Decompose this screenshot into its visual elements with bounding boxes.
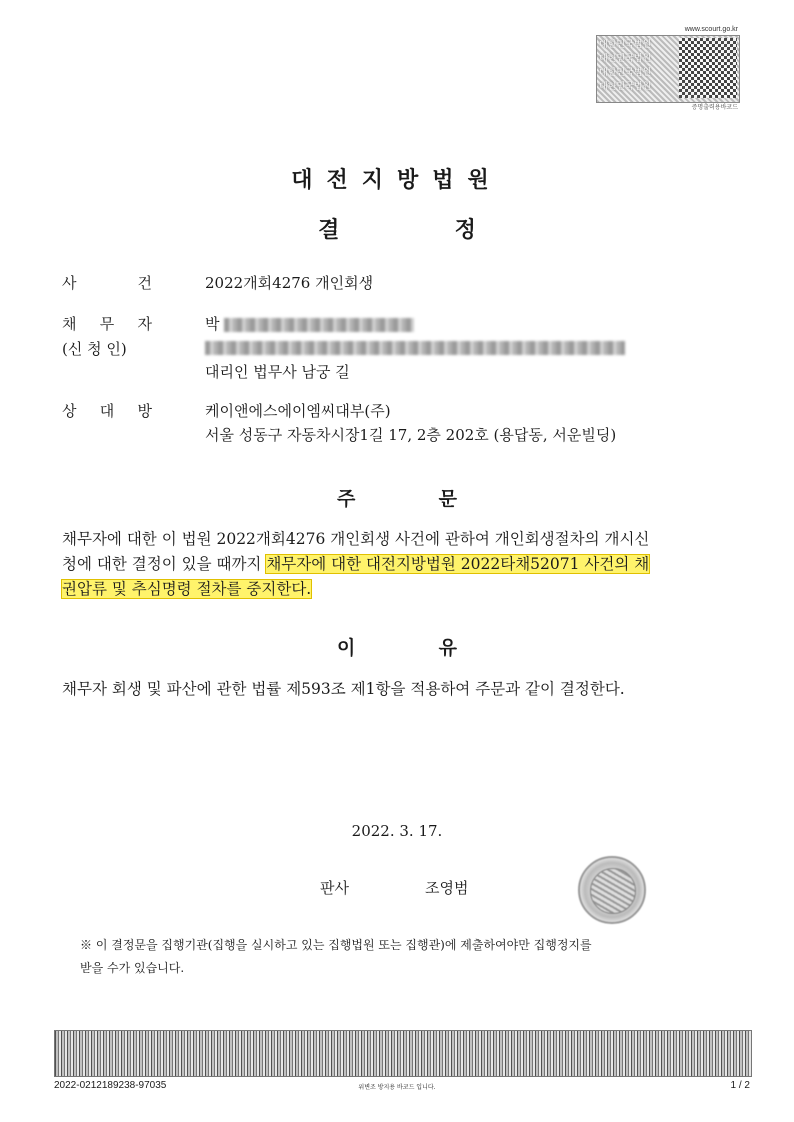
debtor-label-char: 채 [62, 315, 77, 333]
document-title [0, 213, 794, 244]
order-highlight: 권압류 및 추심명령 절차를 중지한다. [62, 580, 312, 598]
redacted-address [205, 341, 625, 355]
case-label-char: 건 [137, 274, 152, 292]
debtor-name-visible: 박 [205, 315, 220, 333]
order-line-2 [62, 552, 734, 577]
case-label [62, 272, 152, 293]
court-name: 대전지방법원 [291, 167, 503, 193]
barcode-court-text: 대한민국법원 [599, 40, 652, 50]
debtor-label-char: 무 [99, 315, 115, 333]
barcode-court-text: 대한민국법원 [599, 54, 652, 64]
applicant-label: (신 청 인) [62, 340, 127, 358]
judge-label: 판사 [320, 879, 349, 897]
order-title-right: 문 [438, 488, 457, 510]
opponent-label-char: 방 [137, 402, 152, 420]
order-line-2-plain: 청에 대한 결정이 있을 때까지 [62, 555, 267, 573]
order-highlight: 채무자에 대한 대전지방법원 2022타채52071 사건의 채 [266, 555, 650, 573]
opponent-address: 서울 성동구 자동차시장1길 17, 2층 202호 (용답동, 서운빌딩) [205, 426, 617, 444]
order-title [0, 484, 794, 511]
opponent-label [62, 400, 152, 421]
notice [80, 934, 720, 980]
reason-title-right: 유 [438, 637, 457, 659]
barcode-image [596, 35, 740, 103]
debtor-name [205, 313, 414, 334]
case-number: 2022개회4276 개인회생 [205, 274, 374, 292]
notice-line-1: ※ 이 결정문을 집행기관(집행을 실시하고 있는 집행법원 또는 집행관)에 제출하여야만 집행정지를 [80, 938, 592, 952]
document-title-left: 결 [318, 217, 340, 243]
anti-forgery-barcode [54, 1030, 752, 1077]
debtor-address [205, 338, 625, 356]
order-line-3 [62, 577, 734, 602]
debtor-label [62, 313, 152, 334]
barcode-court-text: 대한민국법원 [599, 82, 652, 92]
page-number: 1 / 2 [730, 1080, 750, 1091]
reason-title [0, 633, 794, 660]
opponent-name: 케이앤에스에이엠씨대부(주) [205, 402, 391, 420]
barcode-court-text: 대한민국법원 [599, 68, 652, 78]
court-url: www.scourt.go.kr [684, 26, 738, 33]
order-text [62, 527, 734, 602]
document-number: 2022-0212189238-97035 [54, 1080, 167, 1091]
opponent-label-char: 상 [62, 402, 77, 420]
verification-barcode [592, 26, 738, 112]
debtor-label-char: 자 [137, 315, 152, 333]
reason-text: 채무자 회생 및 파산에 관한 법률 제593조 제1항을 적용하여 주문과 같이 결정한다. [62, 680, 625, 698]
barcode-caption-footer: 위변조 방지용 바코드 입니다. [358, 1084, 436, 1091]
redacted-name [224, 318, 414, 332]
order-line-1: 채무자에 대한 이 법원 2022개회4276 개인회생 사건에 관하여 개인회생절차의 개시신 [62, 530, 650, 548]
document-title-right: 정 [454, 217, 476, 243]
case-label-char: 사 [62, 274, 77, 292]
opponent-label-char: 대 [99, 402, 115, 420]
judge-name: 조영범 [425, 879, 469, 897]
agent: 대리인 법무사 남궁 길 [205, 363, 350, 381]
barcode-caption: 증명출력용바코드 [691, 105, 738, 111]
order-title-left: 주 [337, 488, 356, 510]
qr-code-icon [679, 38, 737, 98]
notice-line-2: 받을 수가 있습니다. [80, 961, 185, 975]
decision-date: 2022. 3. 17. [351, 822, 443, 840]
court-seal-icon [578, 856, 646, 924]
reason-title-left: 이 [337, 637, 356, 659]
